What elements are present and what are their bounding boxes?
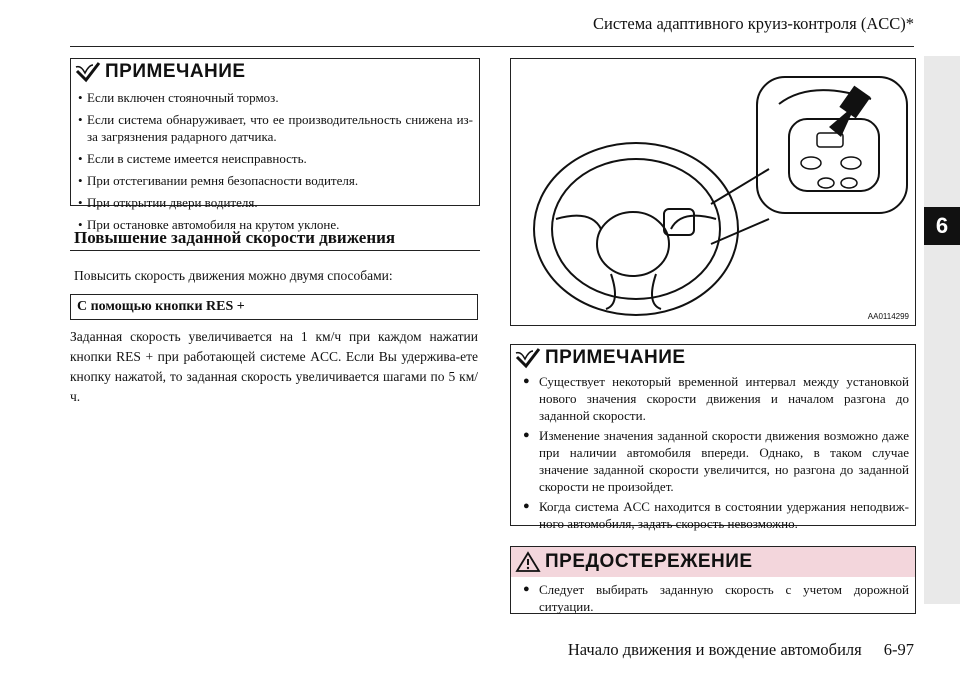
section-body: Заданная скорость увеличивается на 1 км/ч при каждом нажатии кнопки RES + при работающей системе ACC. Если Вы удержива-ете кнопку нажатой, то заданная скорость увеличивается шагами по 5 км/ч. <box>70 329 478 404</box>
caution-item: ● Следует выбирать заданную скорость с учетом дорожной ситуации. <box>521 581 909 615</box>
figure-code: AA0114299 <box>867 312 909 321</box>
note-item: • Если включен стояночный тормоз. <box>77 89 473 106</box>
note-item: • Если в системе имеется неисправность. <box>77 150 473 167</box>
note-title: ПРИМЕЧАНИЕ <box>105 61 246 82</box>
note-check-icon <box>75 61 101 83</box>
note-item: • При остановке автомобиля на крутом уклоне. <box>77 216 473 233</box>
header-rule <box>70 46 914 47</box>
note-list <box>71 85 479 233</box>
section-heading: Повышение заданной скорости движения <box>74 228 396 247</box>
page-number: 6-97 <box>883 640 914 659</box>
note-title: ПРИМЕЧАНИЕ <box>545 347 686 368</box>
page-footer <box>568 640 914 660</box>
section-intro: Повысить скорость движения можно двумя способами: <box>74 268 393 283</box>
note-item: • При открытии двери водителя. <box>77 194 473 211</box>
steering-wheel-figure <box>510 58 916 326</box>
chapter-side-tab <box>924 56 960 604</box>
note-box-top <box>70 58 480 232</box>
note-item: • При отстегивании ремня безопасности водителя. <box>77 172 473 189</box>
warning-triangle-icon <box>515 551 541 573</box>
caution-list <box>511 577 915 615</box>
subsection-heading: С помощью кнопки RES + <box>77 299 245 314</box>
caution-title: ПРЕДОСТЕРЕЖЕНИЕ <box>545 551 753 572</box>
chapter-number: 6 <box>924 207 960 245</box>
caution-box <box>510 546 916 614</box>
note-item: • Если система обнаруживает, что ее производительность снижена из-за загрязнения радарного датчика. <box>77 111 473 145</box>
note-header <box>511 345 915 371</box>
note-check-icon <box>515 347 541 369</box>
caution-header <box>511 547 915 577</box>
note-item: ● Изменение значения заданной скорости движения возможно даже при наличии автомобиля впереди. Однако, в таком случае значение заданной скорости увеличится, но разгона до заданной скорости не произойдет. <box>521 427 909 495</box>
steering-wheel-illustration <box>511 59 915 325</box>
footer-section: Начало движения и вождение автомобиля <box>567 640 862 659</box>
note-item: ● Существует некоторый временной интервал между установкой нового значения скорости движения и началом разгона до заданной скорости. <box>521 373 909 424</box>
note-list <box>511 371 915 532</box>
page-header-title: Система адаптивного круиз-контроля (ACC)* <box>593 14 914 33</box>
section-rule <box>70 250 480 251</box>
note-box-right <box>510 344 916 531</box>
note-item: ● Когда система ACC находится в состоянии удержания неподвиж-ного автомобиля, задать скорость невозможно. <box>521 498 909 532</box>
note-header <box>71 59 479 85</box>
subsection-heading-box <box>70 294 478 320</box>
